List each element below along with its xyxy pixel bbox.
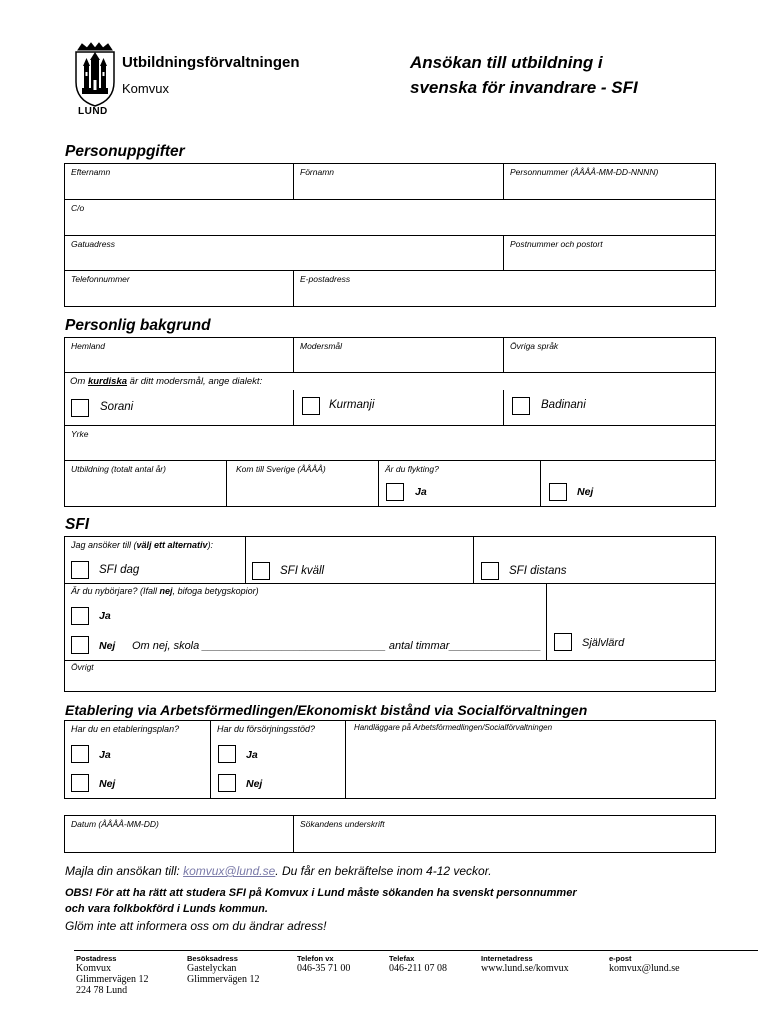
nyborjare-pre: Är du nybörjare? (Ifall	[71, 586, 160, 596]
footer-telefon-heading: Telefon vx	[297, 954, 334, 963]
label-forsorjningsstod-ja: Ja	[246, 749, 258, 761]
label-hemland: Hemland	[71, 341, 106, 351]
footer-telefax-heading: Telefax	[389, 954, 415, 963]
section-heading-sfi: SFI	[65, 516, 90, 533]
label-ovrigt: Övrigt	[71, 662, 94, 672]
field-epost[interactable]	[294, 271, 715, 306]
field-handlaggare[interactable]	[346, 721, 715, 798]
checkbox-badinani[interactable]	[512, 397, 530, 415]
checkbox-sfi-kvall[interactable]	[252, 562, 270, 580]
form-title-line1: Ansökan till utbildning i	[410, 53, 603, 72]
coat-of-arms-icon	[70, 42, 120, 108]
checkbox-flykting-ja[interactable]	[386, 483, 404, 501]
label-modersmal: Modersmål	[300, 341, 343, 351]
footer-internet-heading: Internetadress	[481, 954, 533, 963]
kurdiska-pre: Om	[70, 376, 88, 387]
checkbox-sfi-distans[interactable]	[481, 562, 499, 580]
field-yrke[interactable]	[65, 426, 715, 460]
label-sjalvlard: Självlärd	[582, 637, 625, 649]
checkbox-forsorjningsstod-ja[interactable]	[218, 745, 236, 763]
footer-internet-value[interactable]: www.lund.se/komvux	[481, 963, 569, 974]
label-kom-till-sverige: Kom till Sverige (ÅÅÅÅ)	[236, 464, 326, 474]
checkbox-kurmanji[interactable]	[302, 397, 320, 415]
label-sorani: Sorani	[100, 401, 134, 413]
label-postnummer: Postnummer och postort	[510, 239, 603, 249]
lund-coat-of-arms	[70, 42, 120, 120]
field-ovriga-sprak[interactable]	[504, 338, 715, 372]
sfi-table	[64, 536, 716, 692]
label-personnummer: Personnummer (ÅÅÅÅ-MM-DD-NNNN)	[510, 167, 659, 177]
field-efternamn[interactable]	[65, 164, 293, 199]
checkbox-etableringsplan-nej[interactable]	[71, 774, 89, 792]
footer-epost-heading: e-post	[609, 954, 632, 963]
footer-postadress-3: 224 78 Lund	[76, 985, 128, 996]
footer-besok-heading: Besöksadress	[187, 954, 238, 963]
field-fornamn[interactable]	[294, 164, 503, 199]
label-datum: Datum (ÅÅÅÅ-MM-DD)	[71, 819, 159, 829]
field-om-nej-skola[interactable]: Om nej, skola ______________________________ antal timmar_______________	[132, 640, 542, 652]
label-sfi-dag: SFI dag	[99, 564, 140, 576]
glom-note: Glöm inte att informera oss om du ändrar adress!	[65, 919, 327, 933]
field-underskrift[interactable]	[294, 816, 715, 852]
label-kurmanji: Kurmanji	[329, 399, 375, 411]
footer-postadress-2: Glimmervägen 12	[76, 974, 149, 985]
label-etableringsplan-ja: Ja	[99, 749, 111, 761]
field-ovrigt[interactable]	[65, 661, 715, 691]
footer-postadress-1: Komvux	[76, 963, 111, 974]
field-telefon[interactable]	[65, 271, 293, 306]
label-nyborjare-nej: Nej	[99, 640, 116, 652]
label-forsorjningsstod-nej: Nej	[246, 778, 263, 790]
label-epost: E-postadress	[300, 274, 351, 284]
footer-telefon-value: 046-35 71 00	[297, 963, 351, 974]
city-logo-text: LUND	[78, 106, 108, 117]
ansoker-pre: Jag ansöker till (	[71, 540, 137, 550]
ansoker-post: ):	[207, 540, 214, 550]
label-etableringsplan: Har du en etableringsplan?	[71, 724, 180, 734]
label-fornamn: Förnamn	[300, 167, 335, 177]
form-title-line2: svenska för invandrare - SFI	[410, 78, 638, 97]
org-name: Utbildningsförvaltningen	[122, 54, 300, 71]
nyborjare-post: , bifoga betygskopior)	[172, 586, 259, 596]
mail-link[interactable]: komvux@lund.se	[183, 864, 276, 878]
label-co: C/o	[71, 203, 85, 213]
ansoker-bold: välj ett alternativ	[136, 540, 208, 550]
obs-line2: och vara folkbokförd i Lunds kommun.	[65, 903, 268, 915]
personal-table	[64, 163, 716, 307]
label-ovriga-sprak: Övriga språk	[510, 341, 559, 351]
footer-telefax-value: 046-211 07 08	[389, 963, 447, 974]
mail-pre: Majla din ansökan till:	[65, 864, 184, 878]
field-co[interactable]	[65, 200, 715, 235]
footer-epost-value[interactable]: komvux@lund.se	[609, 963, 680, 974]
mail-instruction	[65, 864, 492, 878]
footer-postadress-heading: Postadress	[76, 954, 117, 963]
footer-rule	[74, 950, 758, 951]
field-hemland[interactable]	[65, 338, 293, 372]
checkbox-nyborjare-ja[interactable]	[71, 607, 89, 625]
field-modersmal[interactable]	[294, 338, 503, 372]
ansoker-question	[71, 540, 213, 550]
label-forsorjningsstod: Har du försörjningsstöd?	[217, 724, 316, 734]
checkbox-sorani[interactable]	[71, 399, 89, 417]
section-heading-personal: Personuppgifter	[65, 143, 185, 160]
label-nyborjare-ja: Ja	[99, 610, 111, 622]
checkbox-sjalvlard[interactable]	[554, 633, 572, 651]
footer-besok-2: Glimmervägen 12	[187, 974, 260, 985]
checkbox-etableringsplan-ja[interactable]	[71, 745, 89, 763]
nyborjare-question	[71, 586, 259, 596]
label-utbildning: Utbildning (totalt antal år)	[71, 464, 166, 474]
label-telefon: Telefonnummer	[71, 274, 130, 284]
signature-table	[64, 815, 716, 853]
nyborjare-bold: nej	[159, 586, 173, 596]
checkbox-sfi-dag[interactable]	[71, 561, 89, 579]
label-flykting-ja: Ja	[415, 486, 427, 498]
obs-line1: OBS! För att ha rätt att studera SFI på Komvux i Lund måste sökanden ha svenskt personnummer	[65, 887, 577, 899]
org-sub: Komvux	[122, 81, 169, 96]
label-flykting-nej: Nej	[577, 486, 594, 498]
section-heading-etablering: Etablering via Arbetsförmedlingen/Ekonomiskt bistånd via Socialförvaltningen	[65, 702, 588, 718]
checkbox-flykting-nej[interactable]	[549, 483, 567, 501]
etablering-table	[64, 720, 716, 799]
field-datum[interactable]	[65, 816, 293, 852]
mail-post: . Du får en bekräftelse inom 4-12 veckor.	[275, 864, 492, 878]
field-kom-till-sverige[interactable]	[227, 461, 378, 506]
kurdiska-question	[70, 376, 262, 387]
label-gatuadress: Gatuadress	[71, 239, 115, 249]
label-underskrift: Sökandens underskrift	[300, 819, 385, 829]
label-efternamn: Efternamn	[71, 167, 111, 177]
field-postnummer[interactable]	[504, 236, 715, 270]
checkbox-forsorjningsstod-nej[interactable]	[218, 774, 236, 792]
footer-besok-1: Gastelyckan	[187, 963, 237, 974]
field-gatuadress[interactable]	[65, 236, 503, 270]
kurdiska-post: är ditt modersmål, ange dialekt:	[127, 376, 263, 387]
label-yrke: Yrke	[71, 429, 89, 439]
section-heading-background: Personlig bakgrund	[65, 317, 211, 334]
label-flykting: Är du flykting?	[385, 464, 439, 474]
label-sfi-kvall: SFI kväll	[280, 565, 325, 577]
kurdiska-word: kurdiska	[87, 376, 128, 387]
checkbox-nyborjare-nej[interactable]	[71, 636, 89, 654]
background-table	[64, 337, 716, 507]
label-sfi-distans: SFI distans	[509, 565, 567, 577]
field-utbildning[interactable]	[65, 461, 226, 506]
label-badinani: Badinani	[541, 399, 586, 411]
label-handlaggare: Handläggare på Arbetsförmedlingen/Socialförvaltningen	[354, 723, 553, 732]
field-personnummer[interactable]	[504, 164, 715, 199]
label-etableringsplan-nej: Nej	[99, 778, 116, 790]
